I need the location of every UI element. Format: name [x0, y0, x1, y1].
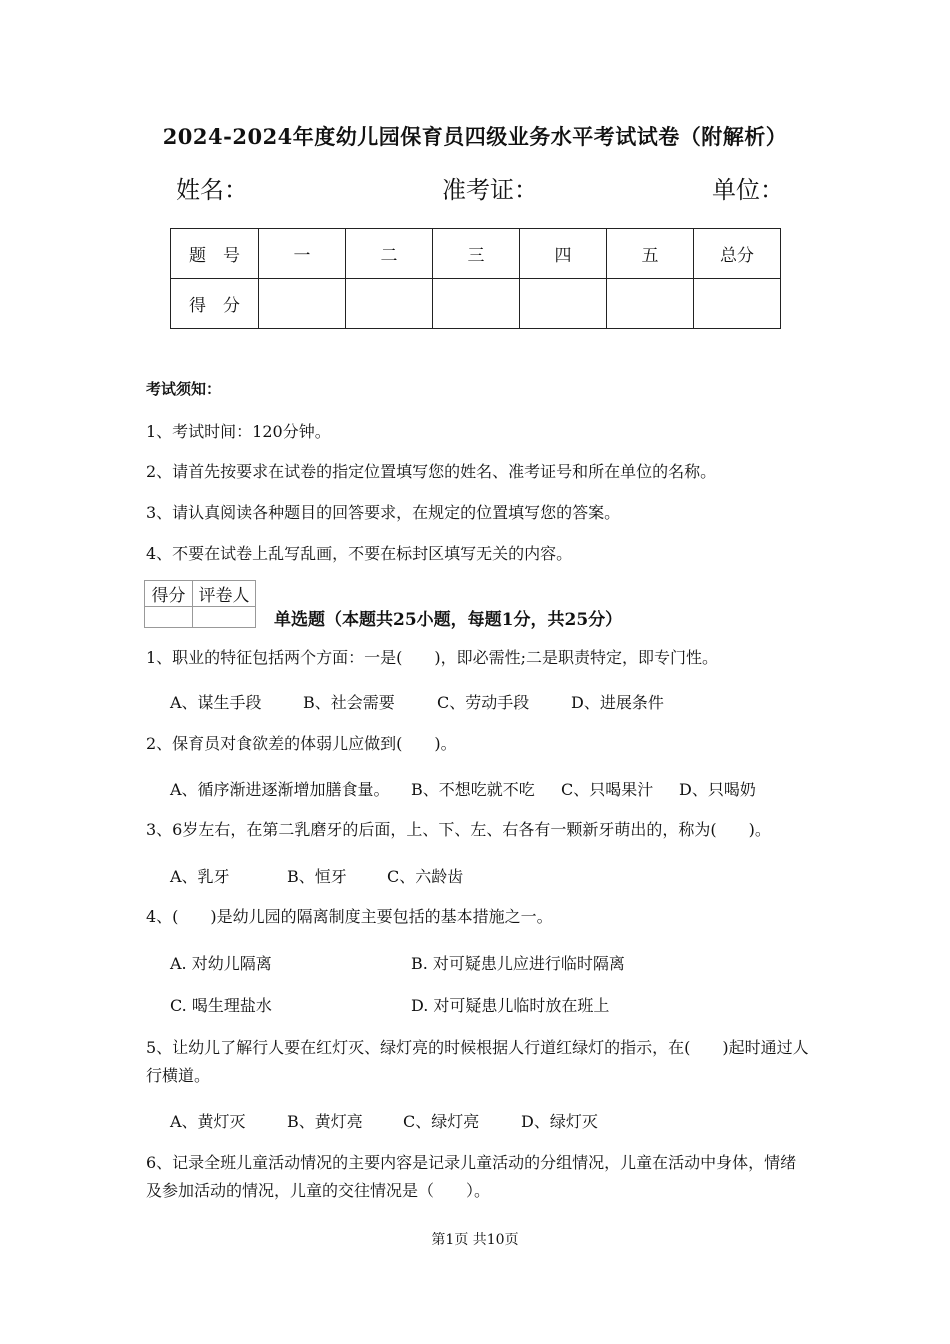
notice-item: 2、请首先按要求在试卷的指定位置填写您的姓名、准考证号和所在单位的名称。	[146, 462, 717, 481]
question-4: 4、( )是幼儿园的隔离制度主要包括的基本措施之一。	[146, 907, 553, 926]
question-5: 5、让幼儿了解行人要在红灯灭、绿灯亮的时候根据人行道红绿灯的指示，在( )起时通过人行横道。	[146, 1038, 809, 1085]
question-2: 2、保育员对食欲差的体弱儿应做到( )。	[146, 734, 457, 753]
option[interactable]: D、绿灯灭	[521, 1112, 598, 1131]
option[interactable]: A、循序渐进逐渐增加膳食量。	[170, 780, 390, 799]
grader-score-label: 得分	[145, 581, 193, 607]
name-label[interactable]: 姓名：	[176, 176, 248, 204]
option[interactable]: A、乳牙	[170, 867, 230, 886]
notice-item: 4、不要在试卷上乱写乱画，不要在标封区填写无关的内容。	[146, 544, 573, 563]
option[interactable]: C、劳动手段	[437, 693, 530, 712]
score-table-score-row	[171, 279, 781, 329]
score-table-cell: 二	[346, 229, 433, 279]
score-input-cell[interactable]	[694, 279, 781, 329]
score-input-cell[interactable]	[433, 279, 520, 329]
exam-title: 2024-2024年度幼儿园保育员四级业务水平考试试卷（附解析）	[162, 124, 788, 149]
score-table-header-row	[171, 229, 781, 279]
score-input-cell[interactable]	[346, 279, 433, 329]
score-table-cell: 题 号	[171, 229, 259, 279]
grader-reviewer-label: 评卷人	[193, 581, 256, 607]
option[interactable]: A. 对幼儿隔离	[170, 954, 272, 973]
score-input-cell[interactable]	[607, 279, 694, 329]
score-table	[170, 228, 781, 329]
score-table-cell: 一	[259, 229, 346, 279]
score-table-cell: 五	[607, 229, 694, 279]
score-input-cell[interactable]	[259, 279, 346, 329]
score-row-label: 得 分	[171, 279, 259, 329]
score-table-cell: 四	[520, 229, 607, 279]
question-6: 6、记录全班儿童活动情况的主要内容是记录儿童活动的分组情况，儿童在活动中身体，情绪及参加活动的情况，儿童的交往情况是（ ）。	[146, 1153, 797, 1200]
option[interactable]: D. 对可疑患儿临时放在班上	[411, 996, 610, 1015]
option[interactable]: A、谋生手段	[170, 693, 262, 712]
option[interactable]: C. 喝生理盐水	[170, 996, 272, 1015]
score-table-cell: 总分	[694, 229, 781, 279]
page-footer: 第1页 共10页	[431, 1232, 519, 1248]
option[interactable]: C、六龄齿	[387, 867, 464, 886]
section-title: 单选题（本题共25小题，每题1分，共25分）	[274, 610, 623, 630]
option[interactable]: C、绿灯亮	[403, 1112, 480, 1131]
notice-heading: 考试须知：	[146, 380, 222, 398]
score-table-cell: 三	[433, 229, 520, 279]
option[interactable]: B. 对可疑患儿应进行临时隔离	[411, 954, 625, 973]
option[interactable]: B、恒牙	[287, 867, 347, 886]
question-1: 1、职业的特征包括两个方面：一是( )，即必需性;二是职责特定，即专门性。	[146, 648, 719, 667]
option[interactable]: B、社会需要	[303, 693, 395, 712]
option[interactable]: B、不想吃就不吃	[411, 780, 535, 799]
grader-reviewer-cell[interactable]	[193, 607, 256, 628]
option[interactable]: D、只喝奶	[679, 780, 756, 799]
option[interactable]: A、黄灯灭	[170, 1112, 246, 1131]
option[interactable]: C、只喝果汁	[561, 780, 654, 799]
score-input-cell[interactable]	[520, 279, 607, 329]
notice-item: 1、考试时间：120分钟。	[146, 422, 331, 441]
option[interactable]: B、黄灯亮	[287, 1112, 363, 1131]
option[interactable]: D、进展条件	[571, 693, 664, 712]
grader-box	[144, 580, 256, 628]
candidate-fields	[176, 170, 784, 204]
grader-score-cell[interactable]	[145, 607, 193, 628]
notice-item: 3、请认真阅读各种题目的回答要求，在规定的位置填写您的答案。	[146, 503, 621, 522]
exam-id-label[interactable]: 准考证：	[442, 176, 538, 204]
unit-label[interactable]: 单位：	[712, 176, 784, 204]
question-3: 3、6岁左右，在第二乳磨牙的后面，上、下、左、右各有一颗新牙萌出的，称为( )。	[146, 820, 771, 839]
